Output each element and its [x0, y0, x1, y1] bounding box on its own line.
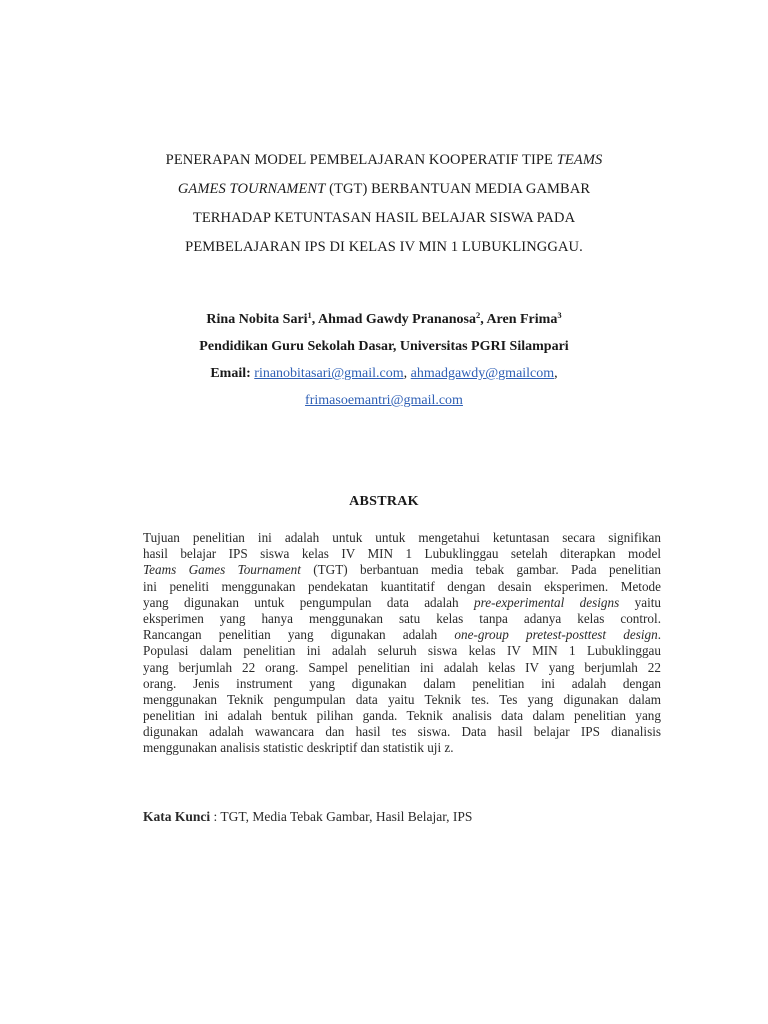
- author-affiliation-mark: 1: [307, 310, 312, 320]
- abstract-line: Populasi dalam penelitian ini adalah seluruh siswa kelas IV MIN 1 Lubuklinggau: [143, 643, 661, 659]
- author-affiliation-mark: 2: [475, 310, 481, 320]
- abstract-line: [143, 627, 661, 643]
- email-label: Email:: [210, 366, 255, 381]
- abstract-line: Tujuan penelitian ini adalah untuk untuk mengetahui ketuntasan secara signifikan: [143, 530, 661, 545]
- keywords: [143, 809, 661, 825]
- keywords-label: Kata Kunci: [143, 809, 211, 824]
- abstract-line: eksperimen yang hanya menggunakan satu kelas tanpa adanya kelas control.: [143, 610, 661, 626]
- title-line-1: [120, 146, 648, 175]
- author-name: Ahmad Gawdy Prananosa: [318, 312, 476, 327]
- email-link[interactable]: rinanobitasari@gmail.com: [254, 366, 404, 381]
- abstract-heading: ABSTRAK: [349, 494, 419, 509]
- title-text: PENERAPAN MODEL PEMBELAJARAN KOOPERATIF TIPE: [165, 152, 557, 168]
- author-list: [120, 306, 648, 333]
- title-line-4: PEMBELAJARAN IPS DI KELAS IV MIN 1 LUBUKLINGGAU.: [185, 239, 583, 255]
- abstract-text-span: Rancangan penelitian yang digunakan adalah: [143, 627, 455, 643]
- email-separator: ,: [554, 366, 558, 381]
- affiliation: Pendidikan Guru Sekolah Dasar, Universitas PGRI Silampari: [199, 339, 569, 354]
- title-text: (TGT) BERBANTUAN MEDIA GAMBAR: [325, 181, 591, 197]
- abstract-line: ini peneliti menggunakan pendekatan kuantitatif dengan desain eksperimen. Metode: [143, 578, 661, 594]
- title-line-3: TERHADAP KETUNTASAN HASIL BELAJAR SISWA PADA: [192, 210, 576, 226]
- abstract-line: hasil belajar IPS siswa kelas IV MIN 1 Lubuklinggau setelah diterapkan model: [143, 546, 661, 562]
- keywords-value: : TGT, Media Tebak Gambar, Hasil Belajar, IPS: [210, 809, 473, 824]
- abstract-line: yang berjumlah 22 orang. Sampel penelitian ini adalah kelas IV yang berjumlah 22: [143, 659, 661, 675]
- author-separator: ,: [311, 312, 319, 327]
- abstract-line: penelitian ini adalah bentuk pilihan ganda. Teknik analisis data dalam penelitian yang: [143, 708, 661, 724]
- abstract-text-span: (TGT) berbantuan media tebak gambar. Pada penelitian: [300, 562, 661, 578]
- email-line: [120, 360, 648, 387]
- abstract-italic-term: pre-experimental designs: [473, 594, 620, 610]
- author-affiliation-mark: 3: [557, 310, 562, 320]
- author-name: Aren Frima: [486, 312, 558, 327]
- abstract-line: menggunakan analisis statistic deskriptif dan statistik uji z.: [143, 740, 454, 756]
- email-separator: ,: [403, 366, 411, 381]
- title-italic-text: TEAMS: [556, 152, 603, 168]
- abstract-text-span: yaitu: [619, 594, 661, 610]
- paper-title: [120, 146, 648, 262]
- email-line-2: [120, 387, 648, 414]
- author-separator: ,: [480, 312, 487, 327]
- abstract-line: orang. Jenis instrument yang digunakan dalam penelitian ini adalah dengan: [143, 675, 661, 691]
- author-name: Rina Nobita Sari: [206, 312, 308, 327]
- abstract-text: [143, 530, 661, 757]
- abstract-text-span: yang digunakan untuk pengumpulan data adalah: [143, 594, 474, 610]
- title-line-2: [120, 175, 648, 204]
- abstract-text-span: .: [657, 627, 661, 643]
- abstract-line: [143, 595, 661, 611]
- abstract-line: [143, 562, 661, 578]
- abstract-italic-term: one-group pretest-posttest design: [454, 627, 658, 643]
- abstract-line: menggunakan Teknik pengumpulan data yaitu Teknik tes. Tes yang digunakan dalam: [143, 691, 661, 707]
- email-link[interactable]: ahmadgawdy@gmailcom: [410, 366, 555, 381]
- email-link[interactable]: frimasoemantri@gmail.com: [305, 393, 463, 408]
- title-italic-text: GAMES TOURNAMENT: [177, 181, 326, 197]
- abstract-italic-term: Teams Games Tournament: [143, 562, 301, 578]
- abstract-line: digunakan adalah wawancara dan hasil tes siswa. Data hasil belajar IPS dianalisis: [143, 724, 661, 740]
- authors-section: [120, 306, 648, 414]
